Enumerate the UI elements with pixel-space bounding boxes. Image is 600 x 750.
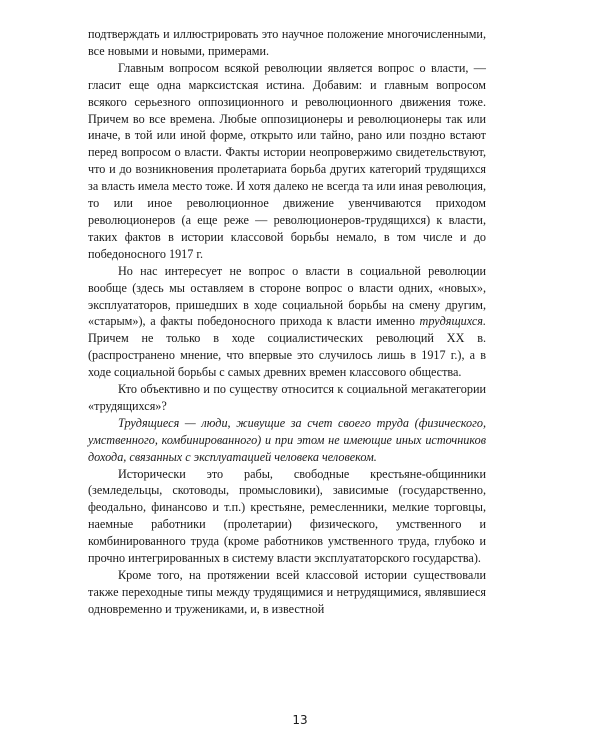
body-text — [88, 26, 486, 618]
paragraph-workers-power-end: Причем не только в ходе социалистических революций XX в. (распространено мнение, что впервые это случилось лишь в 1917 г.), а в ходе социальной борьбы с самых древних времен классового общества. — [88, 331, 486, 380]
paragraph-transitional-types: Кроме того, на протяжении всей классовой истории существовали также переходные типы между трудящимися и нетрудящимися, являвшиеся одновременно и тружениками, и, в известной — [88, 568, 486, 616]
paragraph-power-question: Главным вопросом всякой революции является вопрос о власти, — гласит еще одна марксистская истина. Добавим: и главным вопросом всякого серьезного оппозиционного и революционного движения тоже. Причем во все времена. Любые оппозиционеры и революционеры так или иначе, в той или иной форме, открыто или тайно, рано или поздно встают перед вопросом о власти. Факты истории неопровержимо свидетельствуют, что и до возникновения пролетариата борьба других категорий трудящихся за власть имела место тоже. И хотя далеко не всегда та или иная революция, то или иное революционное движение увенчиваются приходом революционеров (а еще реже — революционеров-трудящихся) к власти, таких фактов в истории классовой борьбы немало, в том числе и до победоносного 1917 г. — [88, 60, 486, 261]
paragraph-workers-power — [88, 263, 486, 381]
paragraph-workers-power-start: Но нас интересует не вопрос о власти в социальной революции вообще (здесь мы оставляем в стороне вопрос о власти одних, «новых», эксплуататоров, пришедших в ходе социальной борьбы на смену другим, «старым»), а факты победоносного прихода к власти именно — [88, 263, 486, 329]
emphasis-workers: трудящихся. — [419, 314, 486, 329]
paragraph-continuation: подтверждать и иллюстрировать это научное положение многочисленными, все новыми и новыми, примерами. — [88, 27, 486, 58]
paragraph-historical-types: Исторически это рабы, свободные крестьяне-общинники (земледельцы, скотоводы, промысловики), зависимые (государственно, феодально, финансово и т.п.) крестьяне, ремесленники, мелкие торговцы, наемные работники (пролетарии) физического, умственного и комбинированного труда (кроме работников умственного труда, глубоко и прочно интегрированных в систему власти эксплуататорского государства). — [88, 466, 486, 566]
page-number: 13 — [292, 713, 308, 727]
paragraph-definition: Трудящиеся — люди, живущие за счет своего труда (физического, умственного, комбинированного) и при этом не имеющие иных источников дохода, связанных с эксплуатацией человека человеком. — [88, 415, 486, 464]
paragraph-question: Кто объективно и по существу относится к социальной мегакатегории «трудящихся»? — [88, 382, 486, 413]
